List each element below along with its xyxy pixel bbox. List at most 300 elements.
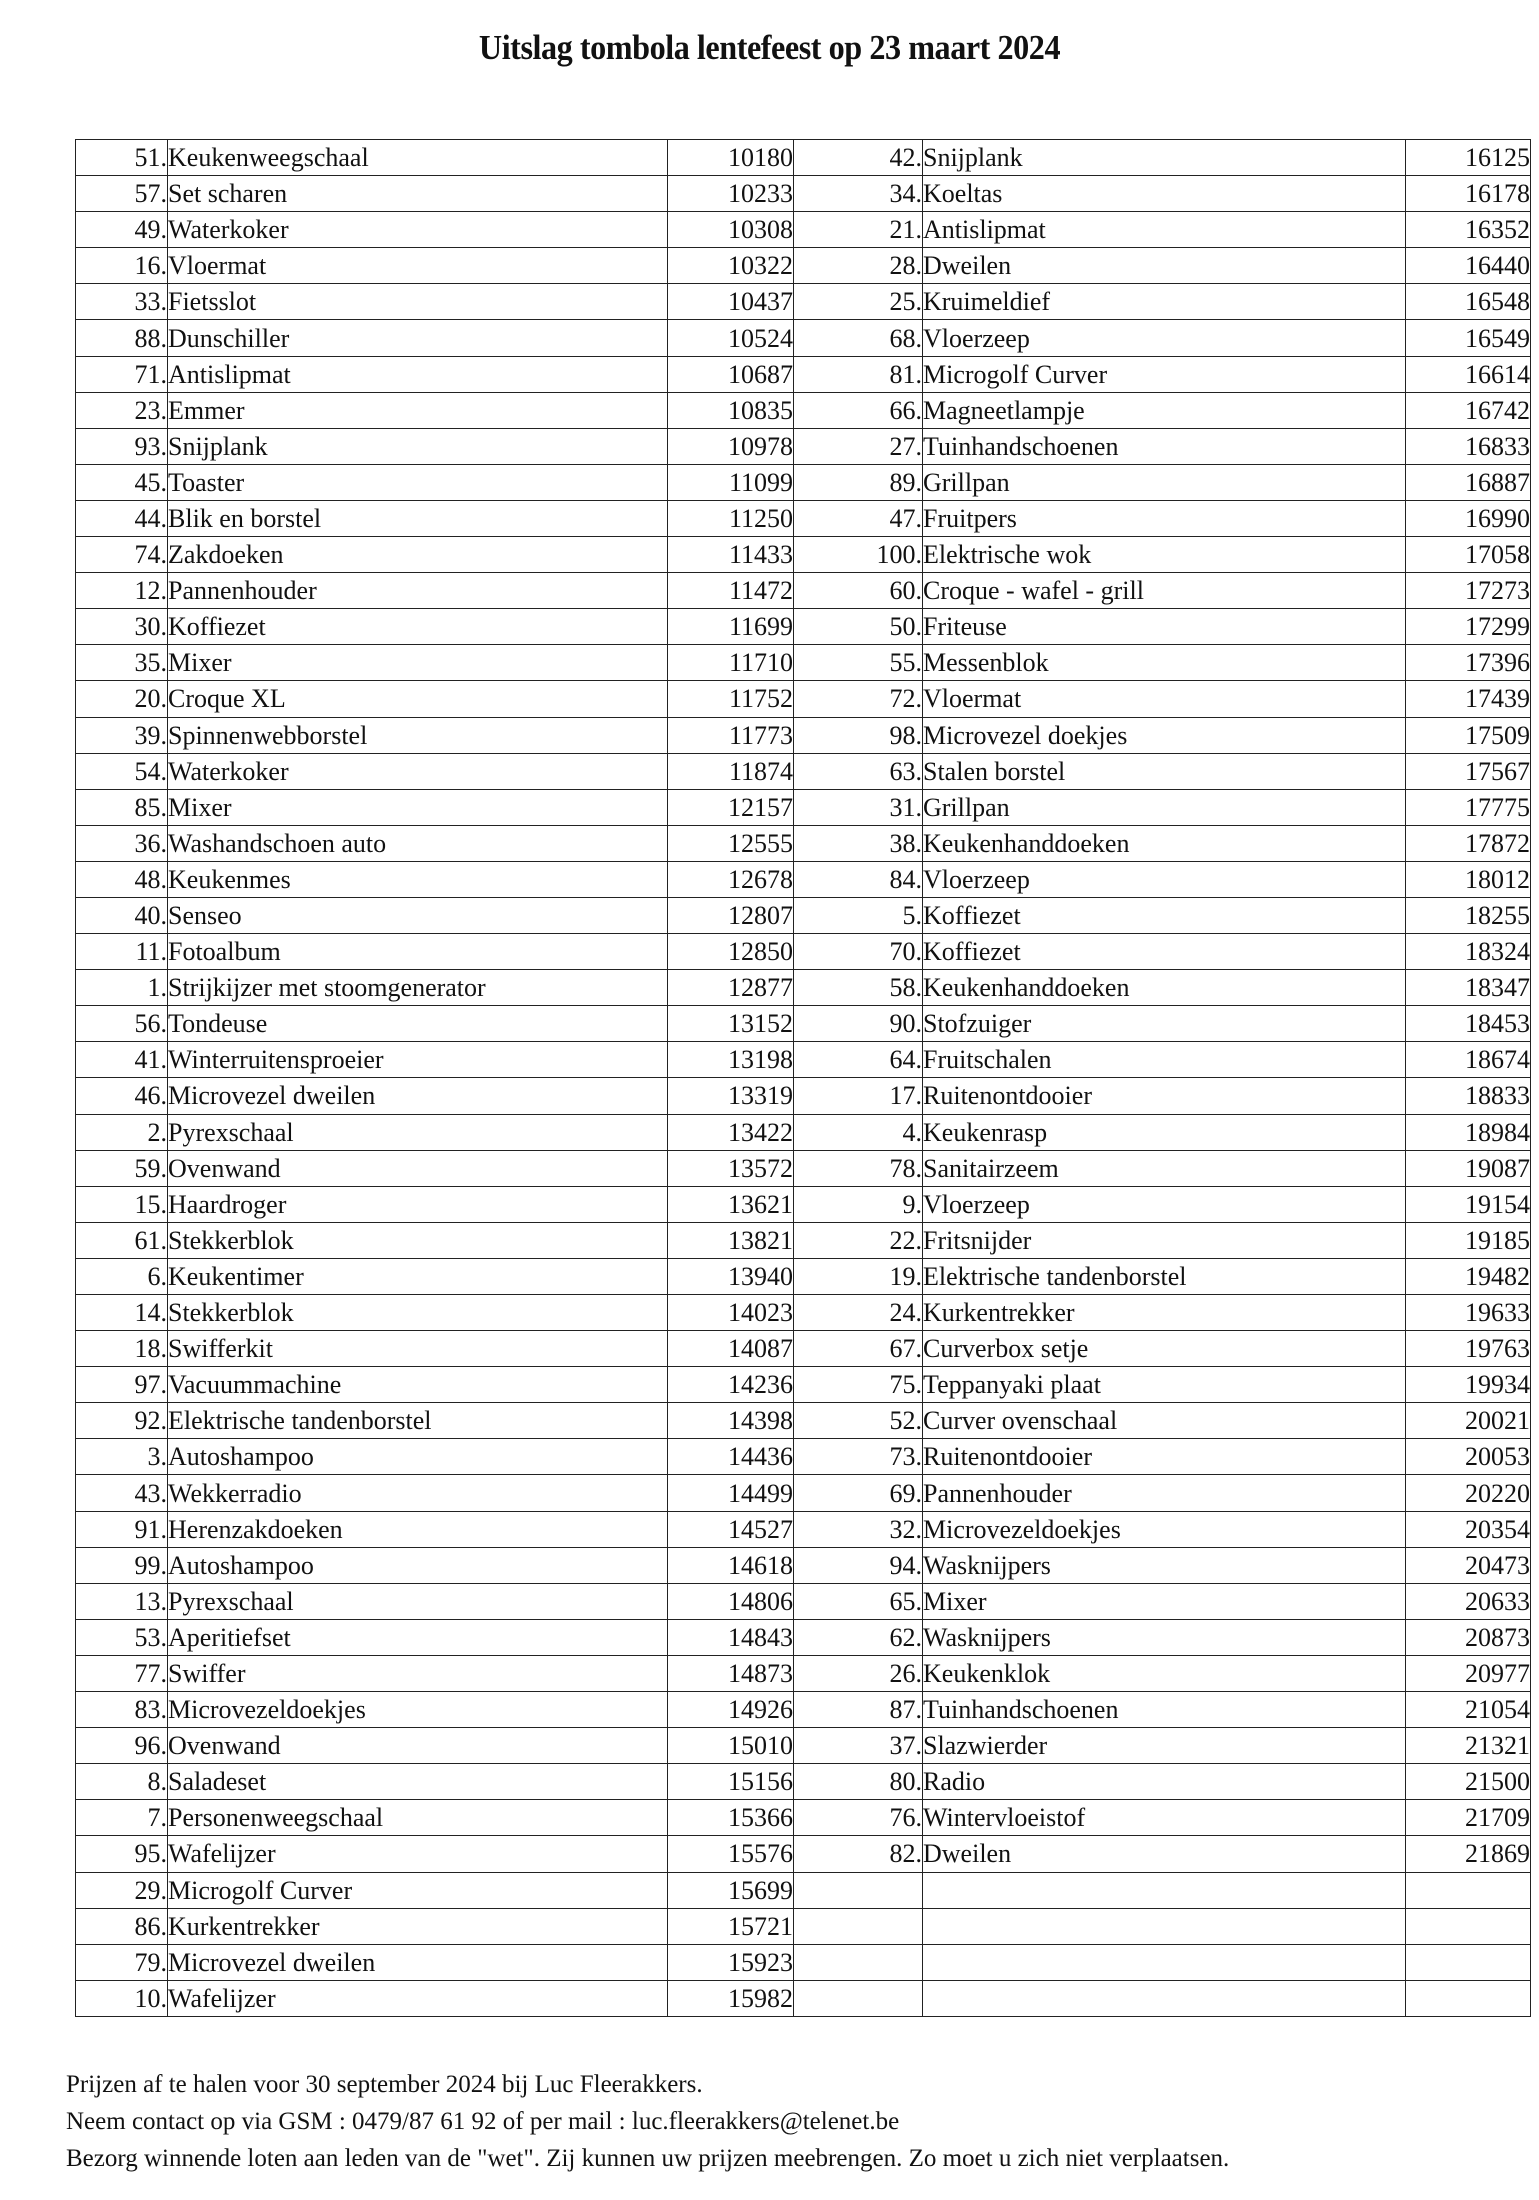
left-prize-name xyxy=(168,1006,668,1042)
left-ticket-number xyxy=(668,1836,794,1872)
left-prize-number xyxy=(76,789,168,825)
left-prize-name-text: Wafelijzer xyxy=(168,1839,276,1869)
left-prize-number xyxy=(76,861,168,897)
right-ticket-number xyxy=(1406,1222,1531,1258)
right-prize-name-text: Koeltas xyxy=(923,179,1003,209)
right-prize-name-text: Kruimeldief xyxy=(923,287,1051,317)
right-ticket-number-text: 16352 xyxy=(1465,215,1530,245)
left-prize-name-text: Tondeuse xyxy=(168,1009,268,1039)
left-prize-name xyxy=(168,1403,668,1439)
left-ticket-number-text: 13152 xyxy=(728,1009,793,1039)
left-prize-name xyxy=(168,500,668,536)
left-prize-number-text: 11. xyxy=(135,937,167,967)
right-prize-name xyxy=(923,681,1406,717)
left-prize-name-text: Mixer xyxy=(168,792,232,822)
left-prize-name xyxy=(168,1150,668,1186)
table-row xyxy=(76,537,1531,573)
left-prize-name-text: Wekkerradio xyxy=(168,1478,302,1508)
left-prize-number-text: 49. xyxy=(134,215,167,245)
left-prize-name xyxy=(168,1872,668,1908)
left-prize-name xyxy=(168,681,668,717)
left-prize-number xyxy=(76,1258,168,1294)
right-prize-number-text: 47. xyxy=(889,503,922,533)
left-ticket-number xyxy=(668,500,794,536)
right-ticket-number xyxy=(1406,537,1531,573)
right-prize-name xyxy=(923,573,1406,609)
right-ticket-number xyxy=(1406,934,1531,970)
right-prize-name xyxy=(923,1655,1406,1691)
table-row xyxy=(76,861,1531,897)
right-prize-name xyxy=(923,1331,1406,1367)
right-prize-name xyxy=(923,1150,1406,1186)
right-ticket-number xyxy=(1406,1258,1531,1294)
left-ticket-number xyxy=(668,1944,794,1980)
right-ticket-number xyxy=(1406,609,1531,645)
contact-note: Neem contact op via GSM : 0479/87 61 92 of per mail : luc.fleerakkers@telenet.be xyxy=(66,2108,900,2135)
left-prize-name-text: Vacuummachine xyxy=(168,1370,342,1400)
left-prize-number xyxy=(76,681,168,717)
right-ticket-number xyxy=(1406,428,1531,464)
table-row xyxy=(76,1078,1531,1114)
left-prize-number-text: 92. xyxy=(134,1406,167,1436)
left-ticket-number xyxy=(668,573,794,609)
table-row xyxy=(76,284,1531,320)
right-ticket-number xyxy=(1406,392,1531,428)
right-prize-name-text: Grillpan xyxy=(923,467,1010,497)
right-ticket-number-text: 19763 xyxy=(1465,1334,1530,1364)
right-prize-number xyxy=(794,1475,923,1511)
left-prize-name xyxy=(168,1619,668,1655)
right-ticket-number-text: 16833 xyxy=(1465,431,1530,461)
left-prize-name xyxy=(168,861,668,897)
right-ticket-number-text: 17299 xyxy=(1465,612,1530,642)
left-prize-number-text: 43. xyxy=(134,1478,167,1508)
right-prize-name-text: Keukenrasp xyxy=(923,1117,1048,1147)
right-prize-number xyxy=(794,681,923,717)
table-row xyxy=(76,1222,1531,1258)
left-ticket-number-text: 10524 xyxy=(728,323,793,353)
right-prize-number-text: 68. xyxy=(889,323,922,353)
right-prize-number-text: 87. xyxy=(889,1695,922,1725)
left-prize-name-text: Swiffer xyxy=(168,1658,246,1688)
right-ticket-number-text: 17567 xyxy=(1465,756,1530,786)
left-ticket-number xyxy=(668,1872,794,1908)
left-prize-name xyxy=(168,1655,668,1691)
left-ticket-number xyxy=(668,1583,794,1619)
left-ticket-number-text: 11874 xyxy=(728,756,793,786)
left-prize-name xyxy=(168,970,668,1006)
left-ticket-number-text: 10322 xyxy=(728,251,793,281)
right-prize-name xyxy=(923,212,1406,248)
left-prize-number-text: 74. xyxy=(134,540,167,570)
left-prize-name xyxy=(168,1258,668,1294)
right-ticket-number-text: 18984 xyxy=(1465,1117,1530,1147)
left-ticket-number xyxy=(668,1764,794,1800)
left-prize-number-text: 41. xyxy=(134,1045,167,1075)
right-ticket-number-text: 16614 xyxy=(1465,359,1530,389)
right-ticket-number xyxy=(1406,573,1531,609)
right-prize-number xyxy=(794,1908,923,1944)
right-prize-number xyxy=(794,1258,923,1294)
left-prize-number-text: 46. xyxy=(134,1081,167,1111)
right-prize-number-text: 67. xyxy=(889,1334,922,1364)
right-ticket-number-text: 17509 xyxy=(1465,720,1530,750)
right-prize-number xyxy=(794,1583,923,1619)
left-prize-number-text: 71. xyxy=(134,359,167,389)
right-prize-number xyxy=(794,356,923,392)
right-prize-name-text: Keukenhanddoeken xyxy=(923,828,1130,858)
right-ticket-number-text: 18833 xyxy=(1465,1081,1530,1111)
left-ticket-number xyxy=(668,934,794,970)
left-prize-number-text: 12. xyxy=(134,576,167,606)
left-prize-number xyxy=(76,1655,168,1691)
table-row xyxy=(76,392,1531,428)
left-ticket-number xyxy=(668,1114,794,1150)
right-prize-name xyxy=(923,537,1406,573)
left-ticket-number xyxy=(668,1006,794,1042)
right-prize-number xyxy=(794,537,923,573)
right-prize-number xyxy=(794,1006,923,1042)
left-ticket-number xyxy=(668,1692,794,1728)
right-prize-name xyxy=(923,897,1406,933)
table-row xyxy=(76,645,1531,681)
right-ticket-number-text: 19154 xyxy=(1465,1189,1530,1219)
right-ticket-number-text: 17058 xyxy=(1465,540,1530,570)
left-ticket-number xyxy=(668,248,794,284)
right-prize-name xyxy=(923,428,1406,464)
left-ticket-number xyxy=(668,1222,794,1258)
left-ticket-number-text: 11250 xyxy=(728,503,793,533)
left-prize-number xyxy=(76,1764,168,1800)
left-prize-name-text: Haardroger xyxy=(168,1189,287,1219)
left-prize-number xyxy=(76,1692,168,1728)
right-prize-name-text: Fruitpers xyxy=(923,503,1017,533)
left-prize-number xyxy=(76,140,168,176)
left-ticket-number xyxy=(668,1367,794,1403)
right-prize-number xyxy=(794,1980,923,2016)
right-prize-number xyxy=(794,1222,923,1258)
left-prize-name xyxy=(168,1980,668,2016)
right-prize-name xyxy=(923,1908,1406,1944)
left-prize-name-text: Set scharen xyxy=(168,179,288,209)
table-row xyxy=(76,1114,1531,1150)
right-ticket-number-text: 16548 xyxy=(1465,287,1530,317)
left-prize-number xyxy=(76,1583,168,1619)
left-prize-number xyxy=(76,356,168,392)
left-ticket-number-text: 12807 xyxy=(728,901,793,931)
right-ticket-number xyxy=(1406,1764,1531,1800)
left-prize-number-text: 95. xyxy=(134,1839,167,1869)
table-row xyxy=(76,970,1531,1006)
table-row xyxy=(76,1475,1531,1511)
left-ticket-number xyxy=(668,1475,794,1511)
left-ticket-number-text: 11699 xyxy=(728,612,793,642)
right-prize-number xyxy=(794,1042,923,1078)
right-prize-number xyxy=(794,861,923,897)
left-prize-number xyxy=(76,934,168,970)
left-prize-name-text: Antislipmat xyxy=(168,359,291,389)
left-prize-name xyxy=(168,537,668,573)
right-prize-number xyxy=(794,500,923,536)
left-prize-number-text: 83. xyxy=(134,1695,167,1725)
right-prize-number-text: 26. xyxy=(889,1658,922,1688)
left-prize-name-text: Wafelijzer xyxy=(168,1983,276,2013)
left-ticket-number xyxy=(668,753,794,789)
left-ticket-number-text: 14087 xyxy=(728,1334,793,1364)
right-prize-name-text: Vloerzeep xyxy=(923,864,1030,894)
left-prize-number xyxy=(76,464,168,500)
left-prize-number-text: 14. xyxy=(134,1298,167,1328)
right-prize-name-text: Stofzuiger xyxy=(923,1009,1032,1039)
right-ticket-number xyxy=(1406,248,1531,284)
right-prize-number-text: 37. xyxy=(889,1731,922,1761)
left-prize-number-text: 8. xyxy=(147,1767,167,1797)
right-prize-name-text: Microvezeldoekjes xyxy=(923,1514,1121,1544)
right-prize-number xyxy=(794,1728,923,1764)
left-prize-number xyxy=(76,1006,168,1042)
left-prize-number xyxy=(76,1042,168,1078)
left-ticket-number xyxy=(668,212,794,248)
left-prize-name xyxy=(168,1800,668,1836)
left-prize-name xyxy=(168,1186,668,1222)
right-prize-number-text: 17. xyxy=(889,1081,922,1111)
right-prize-name-text: Vloerzeep xyxy=(923,1189,1030,1219)
left-ticket-number-text: 15576 xyxy=(728,1839,793,1869)
right-prize-name xyxy=(923,1692,1406,1728)
left-ticket-number xyxy=(668,609,794,645)
left-prize-name xyxy=(168,1078,668,1114)
left-prize-number xyxy=(76,320,168,356)
table-row xyxy=(76,1728,1531,1764)
left-prize-number-text: 16. xyxy=(134,251,167,281)
right-prize-number xyxy=(794,825,923,861)
left-prize-name-text: Emmer xyxy=(168,395,245,425)
table-row xyxy=(76,248,1531,284)
right-prize-name xyxy=(923,392,1406,428)
left-prize-number-text: 91. xyxy=(134,1514,167,1544)
right-prize-number-text: 55. xyxy=(889,648,922,678)
left-ticket-number-text: 15156 xyxy=(728,1767,793,1797)
left-prize-name xyxy=(168,897,668,933)
left-prize-name-text: Senseo xyxy=(168,901,242,931)
table-row xyxy=(76,1295,1531,1331)
right-prize-name xyxy=(923,1836,1406,1872)
table-row xyxy=(76,1655,1531,1691)
left-prize-name-text: Keukenweegschaal xyxy=(168,143,369,173)
right-prize-number-text: 42. xyxy=(889,143,922,173)
left-prize-name xyxy=(168,1222,668,1258)
right-prize-name xyxy=(923,1872,1406,1908)
left-prize-number-text: 48. xyxy=(134,864,167,894)
left-ticket-number xyxy=(668,140,794,176)
left-ticket-number-text: 13422 xyxy=(728,1117,793,1147)
left-prize-name-text: Microvezel dweilen xyxy=(168,1947,376,1977)
right-prize-name xyxy=(923,320,1406,356)
left-prize-number xyxy=(76,1403,168,1439)
right-prize-number-text: 58. xyxy=(889,973,922,1003)
left-ticket-number-text: 14236 xyxy=(728,1370,793,1400)
right-prize-name xyxy=(923,248,1406,284)
right-ticket-number xyxy=(1406,140,1531,176)
right-prize-name xyxy=(923,1403,1406,1439)
left-ticket-number xyxy=(668,897,794,933)
left-prize-number-text: 54. xyxy=(134,756,167,786)
right-prize-name-text: Stalen borstel xyxy=(923,756,1066,786)
left-prize-number-text: 45. xyxy=(134,467,167,497)
right-prize-name-text: Tuinhandschoenen xyxy=(923,1695,1119,1725)
left-prize-number xyxy=(76,753,168,789)
right-ticket-number xyxy=(1406,825,1531,861)
left-prize-number xyxy=(76,1511,168,1547)
right-ticket-number xyxy=(1406,1944,1531,1980)
right-prize-number-text: 60. xyxy=(889,576,922,606)
right-prize-number xyxy=(794,1078,923,1114)
left-prize-name xyxy=(168,609,668,645)
right-prize-name xyxy=(923,1728,1406,1764)
right-ticket-number xyxy=(1406,1872,1531,1908)
table-row xyxy=(76,1980,1531,2016)
left-prize-number-text: 44. xyxy=(134,503,167,533)
right-prize-name xyxy=(923,1764,1406,1800)
right-prize-name-text: Microvezel doekjes xyxy=(923,720,1128,750)
left-ticket-number xyxy=(668,1078,794,1114)
left-prize-number-text: 23. xyxy=(134,395,167,425)
right-prize-name-text: Wasknijpers xyxy=(923,1622,1051,1652)
right-prize-number-text: 65. xyxy=(889,1586,922,1616)
right-prize-name xyxy=(923,500,1406,536)
left-ticket-number-text: 13198 xyxy=(728,1045,793,1075)
left-prize-number xyxy=(76,825,168,861)
right-prize-number xyxy=(794,573,923,609)
right-ticket-number-text: 20977 xyxy=(1465,1658,1530,1688)
left-prize-number xyxy=(76,500,168,536)
left-prize-name xyxy=(168,428,668,464)
left-prize-name-text: Keukentimer xyxy=(168,1261,304,1291)
left-prize-number xyxy=(76,1439,168,1475)
right-ticket-number-text: 16125 xyxy=(1465,143,1530,173)
right-ticket-number-text: 20473 xyxy=(1465,1550,1530,1580)
right-ticket-number-text: 21869 xyxy=(1465,1839,1530,1869)
left-prize-name xyxy=(168,789,668,825)
right-prize-number-text: 31. xyxy=(889,792,922,822)
right-ticket-number-text: 21054 xyxy=(1465,1695,1530,1725)
table-row xyxy=(76,1547,1531,1583)
right-prize-number xyxy=(794,1655,923,1691)
right-prize-number-text: 82. xyxy=(889,1839,922,1869)
table-row xyxy=(76,176,1531,212)
table-row xyxy=(76,1764,1531,1800)
left-prize-number xyxy=(76,176,168,212)
right-prize-number-text: 66. xyxy=(889,395,922,425)
right-prize-name xyxy=(923,284,1406,320)
left-prize-name-text: Microvezeldoekjes xyxy=(168,1695,366,1725)
right-ticket-number-text: 17439 xyxy=(1465,684,1530,714)
left-ticket-number-text: 15923 xyxy=(728,1947,793,1977)
right-prize-number-text: 25. xyxy=(889,287,922,317)
left-ticket-number-text: 10835 xyxy=(728,395,793,425)
right-ticket-number xyxy=(1406,1619,1531,1655)
right-ticket-number xyxy=(1406,1800,1531,1836)
right-prize-name xyxy=(923,645,1406,681)
right-prize-number-text: 72. xyxy=(889,684,922,714)
left-prize-name xyxy=(168,1908,668,1944)
left-ticket-number-text: 12157 xyxy=(728,792,793,822)
left-prize-number xyxy=(76,1222,168,1258)
left-ticket-number xyxy=(668,1258,794,1294)
left-ticket-number-text: 10978 xyxy=(728,431,793,461)
left-prize-number-text: 51. xyxy=(134,143,167,173)
left-ticket-number xyxy=(668,356,794,392)
right-prize-number-text: 32. xyxy=(889,1514,922,1544)
left-prize-name xyxy=(168,140,668,176)
right-prize-number xyxy=(794,789,923,825)
table-row xyxy=(76,609,1531,645)
right-prize-number-text: 69. xyxy=(889,1478,922,1508)
left-prize-number xyxy=(76,392,168,428)
table-row xyxy=(76,1006,1531,1042)
table-row xyxy=(76,464,1531,500)
left-prize-number-text: 93. xyxy=(134,431,167,461)
left-prize-number xyxy=(76,609,168,645)
right-ticket-number-text: 19185 xyxy=(1465,1225,1530,1255)
pickup-note: Prijzen af te halen voor 30 september 2024 bij Luc Fleerakkers. xyxy=(66,2071,703,2098)
right-prize-name xyxy=(923,1367,1406,1403)
right-prize-name xyxy=(923,609,1406,645)
right-prize-name xyxy=(923,1980,1406,2016)
right-prize-number xyxy=(794,1944,923,1980)
left-ticket-number-text: 11433 xyxy=(728,540,793,570)
results-table xyxy=(75,139,1531,2017)
right-prize-name-text: Dweilen xyxy=(923,251,1012,281)
left-prize-name xyxy=(168,1728,668,1764)
left-prize-number-text: 33. xyxy=(134,287,167,317)
left-ticket-number-text: 11472 xyxy=(728,576,793,606)
right-prize-name-text: Curverbox setje xyxy=(923,1334,1089,1364)
right-prize-name xyxy=(923,1475,1406,1511)
right-ticket-number xyxy=(1406,212,1531,248)
right-ticket-number-text: 16549 xyxy=(1465,323,1530,353)
right-prize-name xyxy=(923,825,1406,861)
left-prize-name-text: Fietsslot xyxy=(168,287,257,317)
left-ticket-number xyxy=(668,825,794,861)
left-prize-name xyxy=(168,1331,668,1367)
right-ticket-number-text: 21321 xyxy=(1465,1731,1530,1761)
left-prize-name-text: Strijkijzer met stoomgenerator xyxy=(168,973,486,1003)
right-ticket-number xyxy=(1406,1006,1531,1042)
left-prize-number xyxy=(76,1295,168,1331)
left-prize-number-text: 6. xyxy=(147,1261,167,1291)
right-prize-name-text: Koffiezet xyxy=(923,937,1021,967)
right-ticket-number-text: 19482 xyxy=(1465,1261,1530,1291)
right-ticket-number xyxy=(1406,1547,1531,1583)
left-prize-name xyxy=(168,1475,668,1511)
right-ticket-number xyxy=(1406,1331,1531,1367)
right-prize-name-text: Slazwierder xyxy=(923,1731,1048,1761)
right-ticket-number-text: 20633 xyxy=(1465,1586,1530,1616)
right-prize-name-text: Elektrische wok xyxy=(923,540,1092,570)
left-prize-name-text: Mixer xyxy=(168,648,232,678)
left-prize-name-text: Pyrexschaal xyxy=(168,1586,294,1616)
table-row xyxy=(76,1944,1531,1980)
right-prize-number-text: 27. xyxy=(889,431,922,461)
left-prize-number-text: 96. xyxy=(134,1731,167,1761)
right-ticket-number-text: 20354 xyxy=(1465,1514,1530,1544)
right-prize-name-text: Snijplank xyxy=(923,143,1023,173)
results-body xyxy=(76,140,1531,2017)
left-prize-number-text: 99. xyxy=(134,1550,167,1580)
right-prize-number xyxy=(794,1186,923,1222)
left-prize-name xyxy=(168,825,668,861)
